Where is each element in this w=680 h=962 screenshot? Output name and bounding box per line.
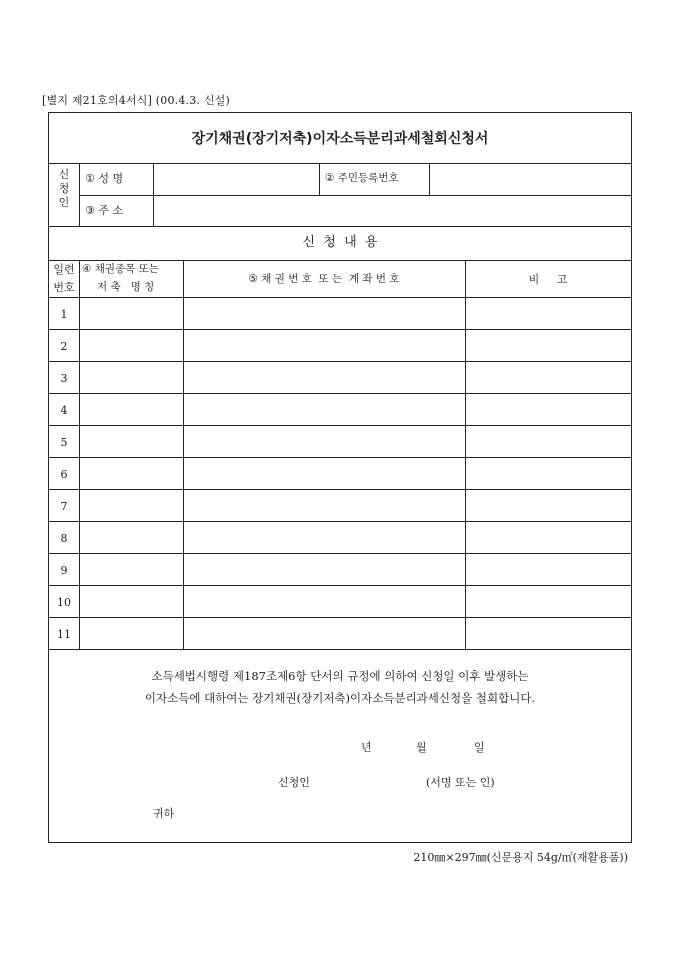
row-number: 6 — [60, 468, 68, 481]
applicant-section-label: 신 청 인 — [58, 168, 70, 209]
remarks-cell[interactable] — [466, 586, 630, 616]
row-number: 4 — [60, 404, 68, 417]
row-number: 8 — [60, 532, 68, 545]
row-number: 2 — [60, 340, 68, 353]
remarks-cell[interactable] — [466, 394, 630, 424]
resident-id-field[interactable] — [430, 164, 630, 194]
type-cell[interactable] — [80, 522, 182, 552]
resident-id-label: ② 주민등록번호 — [325, 172, 399, 184]
type-cell[interactable] — [80, 362, 182, 392]
remarks-cell[interactable] — [466, 490, 630, 520]
row-number: 11 — [57, 628, 71, 641]
number-cell[interactable] — [184, 426, 464, 456]
name-field[interactable] — [154, 164, 318, 194]
remarks-cell[interactable] — [466, 618, 630, 648]
type-cell[interactable] — [80, 586, 182, 616]
row-number: 9 — [60, 564, 68, 577]
addressee-label: 귀하 — [153, 807, 175, 820]
number-cell[interactable] — [184, 394, 464, 424]
remarks-header: 비 고 — [528, 273, 568, 286]
type-cell[interactable] — [80, 618, 182, 648]
remarks-cell[interactable] — [466, 362, 630, 392]
declaration-line1: 소득세법시행령 제187조제6항 단서의 규정에 의하여 신청일 이후 발생하는 — [151, 669, 529, 683]
type-cell[interactable] — [80, 458, 182, 488]
details-heading: 신 청 내 용 — [302, 235, 378, 250]
remarks-cell[interactable] — [466, 426, 630, 456]
number-cell[interactable] — [184, 618, 464, 648]
day-label: 일 — [474, 741, 485, 754]
type-header-line2: 저 축 명 칭 — [97, 281, 155, 293]
row-number: 3 — [60, 372, 68, 385]
paper-spec-note: 210㎜×297㎜(신문용지 54g/㎡(재활용품)) — [413, 851, 628, 864]
address-label: ③ 주 소 — [85, 204, 124, 217]
form-number-note: [별지 제21호의4서식] (00.4.3. 신설) — [42, 94, 230, 107]
number-cell[interactable] — [184, 298, 464, 328]
row-number: 5 — [60, 436, 68, 449]
signature-or-seal-label: (서명 또는 인) — [426, 776, 495, 789]
number-cell[interactable] — [184, 522, 464, 552]
serial-header-line1: 일련 — [53, 263, 75, 276]
form-title: 장기채권(장기저축)이자소득분리과세철회신청서 — [191, 131, 489, 147]
row-number: 10 — [57, 596, 71, 609]
month-label: 월 — [416, 741, 427, 754]
type-cell[interactable] — [80, 426, 182, 456]
applicant-signature-label: 신청인 — [278, 776, 310, 789]
type-cell[interactable] — [80, 554, 182, 584]
type-cell[interactable] — [80, 298, 182, 328]
row-number: 1 — [60, 308, 68, 321]
year-label: 년 — [361, 741, 372, 754]
type-cell[interactable] — [80, 394, 182, 424]
serial-header-line2: 번호 — [53, 281, 75, 294]
row-number: 7 — [60, 500, 68, 513]
remarks-cell[interactable] — [466, 554, 630, 584]
remarks-cell[interactable] — [466, 298, 630, 328]
number-cell[interactable] — [184, 458, 464, 488]
number-header: ⑤ 채 권 번 호 또 는 계 좌 번 호 — [248, 273, 400, 285]
name-label: ① 성 명 — [85, 172, 124, 185]
type-cell[interactable] — [80, 490, 182, 520]
type-header-line1: ④ 채권종목 또는 — [82, 263, 159, 275]
number-cell[interactable] — [184, 554, 464, 584]
remarks-cell[interactable] — [466, 458, 630, 488]
number-cell[interactable] — [184, 330, 464, 360]
address-field[interactable] — [154, 196, 630, 225]
declaration-line2: 이자소득에 대하여는 장기채권(장기저축)이자소득분리과세신청을 철회합니다. — [144, 691, 536, 705]
number-cell[interactable] — [184, 490, 464, 520]
remarks-cell[interactable] — [466, 330, 630, 360]
number-cell[interactable] — [184, 586, 464, 616]
number-cell[interactable] — [184, 362, 464, 392]
remarks-cell[interactable] — [466, 522, 630, 552]
type-cell[interactable] — [80, 330, 182, 360]
application-form — [48, 112, 632, 843]
